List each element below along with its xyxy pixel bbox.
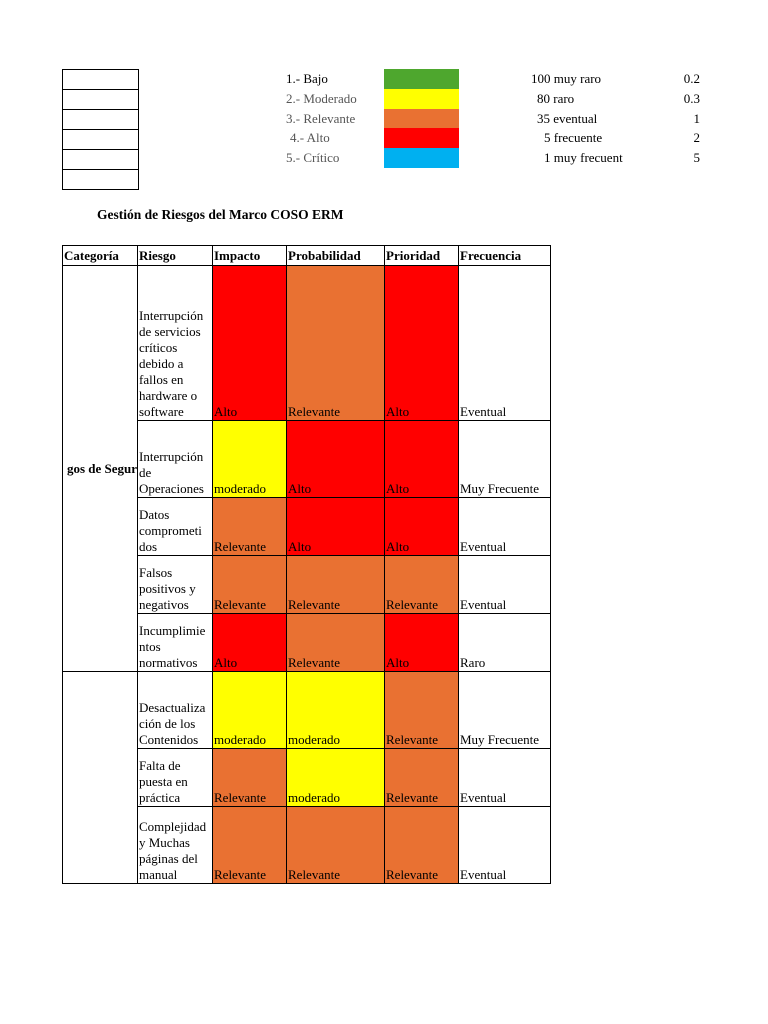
- probabilidad-cell[interactable]: Relevante: [287, 266, 385, 421]
- risk-table: [62, 245, 551, 884]
- legend-label: 4.- Alto: [290, 130, 330, 145]
- impacto-cell[interactable]: Alto: [213, 266, 287, 421]
- header-frecuencia[interactable]: Frecuencia: [459, 246, 551, 266]
- probabilidad-cell[interactable]: Relevante: [287, 614, 385, 672]
- table-row: [63, 672, 551, 749]
- legend-frequency: 80 raro: [537, 91, 575, 106]
- frecuencia-cell[interactable]: Eventual: [459, 498, 551, 556]
- frecuencia-cell[interactable]: Muy Frecuente: [459, 672, 551, 749]
- probabilidad-cell[interactable]: moderado: [287, 672, 385, 749]
- impacto-cell[interactable]: Alto: [213, 614, 287, 672]
- impacto-cell[interactable]: Relevante: [213, 749, 287, 807]
- legend-label: 2.- Moderado: [286, 91, 357, 106]
- legend-swatch-red: [384, 128, 459, 148]
- legend-label: 1.- Bajo: [286, 71, 328, 86]
- legend-row-relevante: [0, 109, 768, 129]
- riesgo-cell[interactable]: Falsos positivos y negativos: [138, 556, 213, 614]
- riesgo-cell[interactable]: Datos comprometi dos: [138, 498, 213, 556]
- prioridad-cell[interactable]: Relevante: [385, 556, 459, 614]
- header-impacto[interactable]: Impacto: [213, 246, 287, 266]
- probabilidad-cell[interactable]: moderado: [287, 749, 385, 807]
- category-cell[interactable]: gos de Segur: [63, 266, 138, 672]
- table-row: [63, 266, 551, 421]
- table-header-row: [63, 246, 551, 266]
- header-riesgo[interactable]: Riesgo: [138, 246, 213, 266]
- header-categoria[interactable]: Categoría: [63, 246, 138, 266]
- category-cell-empty[interactable]: [63, 672, 138, 884]
- legend-frequency: 5 frecuente: [544, 130, 603, 145]
- impacto-cell[interactable]: Relevante: [213, 807, 287, 884]
- riesgo-cell[interactable]: Interrupción de servicios críticos debido a fallos en hardware o software: [138, 266, 213, 421]
- legend-value: 1: [693, 111, 700, 126]
- probabilidad-cell[interactable]: Alto: [287, 421, 385, 498]
- blank-cell[interactable]: [62, 169, 139, 190]
- frecuencia-cell[interactable]: Eventual: [459, 556, 551, 614]
- impacto-cell[interactable]: Relevante: [213, 556, 287, 614]
- legend-frequency: 100 muy raro: [531, 71, 602, 86]
- legend-swatch-yellow: [384, 89, 459, 109]
- impacto-cell[interactable]: moderado: [213, 672, 287, 749]
- legend-frequency: 35 eventual: [537, 111, 598, 126]
- frecuencia-cell[interactable]: Eventual: [459, 807, 551, 884]
- impacto-cell[interactable]: Relevante: [213, 498, 287, 556]
- prioridad-cell[interactable]: Relevante: [385, 672, 459, 749]
- probabilidad-cell[interactable]: Alto: [287, 498, 385, 556]
- legend-label: 3.- Relevante: [286, 111, 356, 126]
- legend-value: 0.3: [683, 91, 700, 106]
- frecuencia-cell[interactable]: Raro: [459, 614, 551, 672]
- legend-value: 2: [693, 130, 700, 145]
- legend-swatch-green: [384, 69, 459, 89]
- frecuencia-cell[interactable]: Eventual: [459, 266, 551, 421]
- probabilidad-cell[interactable]: Relevante: [287, 556, 385, 614]
- impacto-cell[interactable]: moderado: [213, 421, 287, 498]
- legend-row-alto: [0, 128, 768, 148]
- legend-value: 0.2: [683, 71, 700, 86]
- legend-row-moderado: [0, 89, 768, 109]
- prioridad-cell[interactable]: Relevante: [385, 749, 459, 807]
- prioridad-cell[interactable]: Relevante: [385, 807, 459, 884]
- probabilidad-cell[interactable]: Relevante: [287, 807, 385, 884]
- prioridad-cell[interactable]: Alto: [385, 421, 459, 498]
- page-title: Gestión de Riesgos del Marco COSO ERM: [97, 207, 344, 222]
- header-probabilidad[interactable]: Probabilidad: [287, 246, 385, 266]
- header-prioridad[interactable]: Prioridad: [385, 246, 459, 266]
- riesgo-cell[interactable]: Desactualiza ción de los Contenidos: [138, 672, 213, 749]
- prioridad-cell[interactable]: Alto: [385, 614, 459, 672]
- prioridad-cell[interactable]: Alto: [385, 266, 459, 421]
- legend-swatch-orange: [384, 109, 459, 129]
- riesgo-cell[interactable]: Falta de puesta en práctica: [138, 749, 213, 807]
- riesgo-cell[interactable]: Interrupción de Operaciones: [138, 421, 213, 498]
- frecuencia-cell[interactable]: Muy Frecuente: [459, 421, 551, 498]
- legend-row-critico: [0, 148, 768, 168]
- legend-row-bajo: [0, 69, 768, 89]
- legend-frequency: 1 muy frecuent: [544, 150, 623, 165]
- legend-swatch-blue: [384, 148, 459, 168]
- riesgo-cell[interactable]: Complejidad y Muchas páginas del manual: [138, 807, 213, 884]
- frecuencia-cell[interactable]: Eventual: [459, 749, 551, 807]
- legend-label: 5.- Crítico: [286, 150, 340, 165]
- prioridad-cell[interactable]: Alto: [385, 498, 459, 556]
- legend-value: 5: [693, 150, 700, 165]
- riesgo-cell[interactable]: Incumplimie ntos normativos: [138, 614, 213, 672]
